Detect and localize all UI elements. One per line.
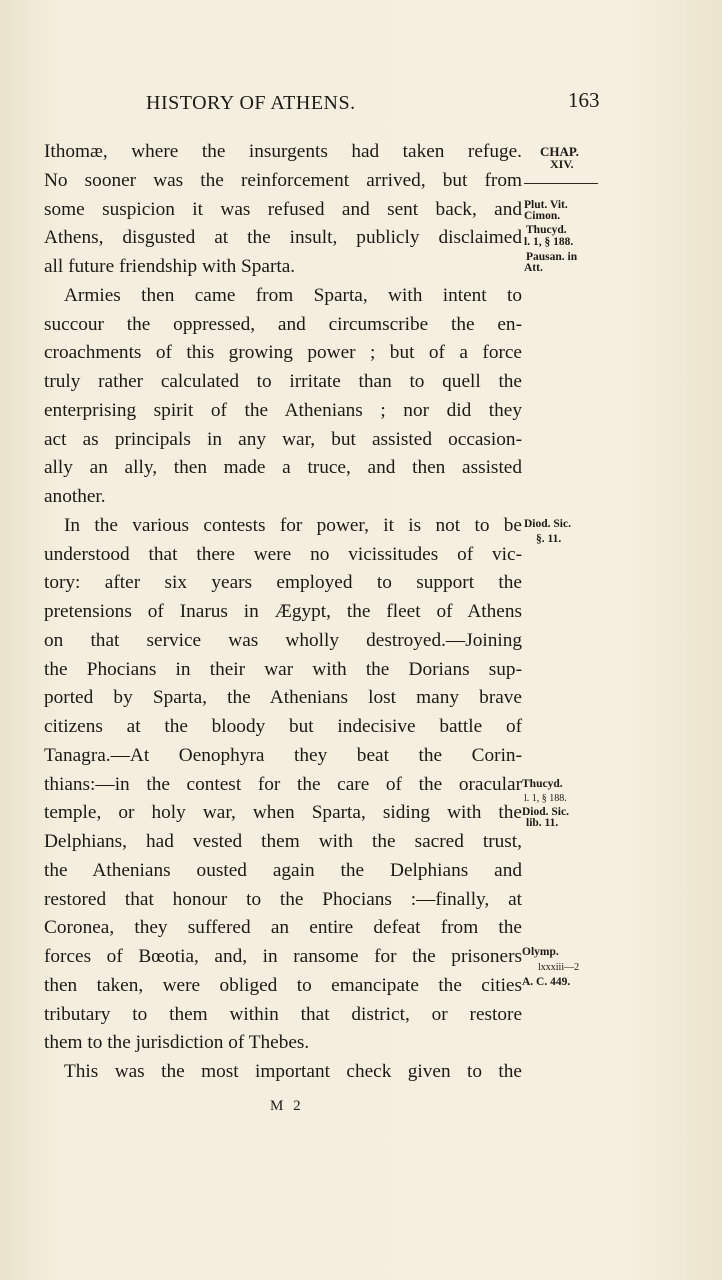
text-line: citizens at the bloody but indecisive battle of [44,716,522,737]
margin-note: Diod. Sic. [524,518,571,530]
margin-note: Pausan. in [526,251,578,263]
margin-note: lib. 11. [526,817,559,829]
margin-note: Cimon. [524,210,561,222]
text-line: them to the jurisdiction of Thebes. [44,1032,310,1054]
text-line: on that service was wholly destroyed.—Joining [44,629,522,651]
margin-note: Olymp. [522,946,559,958]
margin-note: Diod. Sic. [522,806,569,818]
margin-divider [524,183,598,184]
text-line: No sooner was the reinforcement arrived, but from [44,169,522,191]
text-line: pretensions of Inarus in Ægypt, the fleet of Athens [44,601,522,622]
text-line: enterprising spirit of the Athenians ; nor did they [44,399,522,421]
text-line: tory: after six years employed to support the [44,572,522,594]
text-line: truly rather calculated to irritate than to quell the [44,371,522,392]
text-line: thians:—in the contest for the care of the oracular [44,773,522,795]
margin-note: Thucyd. [526,224,567,236]
margin-note: §. 11. [536,533,562,545]
text-line: restored that honour to the Phocians :—finally, at [44,888,522,910]
text-line: croachments of this growing power ; but of a force [44,342,522,364]
text-line: then taken, were obliged to emancipate the cities [44,974,522,996]
text-line: Delphians, had vested them with the sacred trust, [44,831,522,852]
text-line: ported by Sparta, the Athenians lost many brave [44,687,522,709]
text-line: ally an ally, then made a truce, and then assisted [44,457,522,479]
text-line: understood that there were no vicissitudes of vic- [44,543,522,565]
text-line: some suspicion it was refused and sent back, and [44,198,522,220]
margin-note: lxxxiii—2 [538,962,580,973]
page-number: 163 [568,88,600,112]
margin-note: l. 1, § 188. [524,793,567,804]
text-line: tributary to them within that district, or restore [44,1003,522,1025]
signature-mark: M 2 [270,1098,304,1114]
text-line: succour the oppressed, and circumscribe the en- [44,313,522,335]
margin-note-chapter-number: XIV. [550,157,574,171]
text-line: the Athenians ousted again the Delphians and [44,859,522,881]
text-line: In the various contests for power, it is not to be [64,514,522,536]
running-head-title: HISTORY OF ATHENS. [146,92,356,114]
text-line: all future friendship with Sparta. [44,256,296,277]
margin-note: l. 1, § 188. [524,236,574,248]
text-line: forces of Bœotia, and, in ransome for the prisoners [44,946,522,967]
text-line: Armies then came from Sparta, with intent to [64,284,522,306]
text-line: another. [44,486,106,507]
margin-note: Att. [524,262,543,274]
text-line: the Phocians in their war with the Dorians sup- [44,658,522,680]
text-line: act as principals in any war, but assisted occasion- [44,428,522,450]
margin-note: A. C. 449. [522,976,571,988]
body-text [44,138,522,1087]
text-line: temple, or holy war, when Sparta, siding with the [44,802,522,824]
text-line: Ithomæ, where the insurgents had taken refuge. [44,141,522,162]
text-line: Tanagra.—At Oenophyra they beat the Corin- [44,744,522,766]
text-line: This was the most important check given to the [64,1061,522,1082]
margin-note-chapter: CHAP. [540,144,579,159]
text-line: Coronea, they suffered an entire defeat from the [44,917,522,939]
margin-note: Thucyd. [522,778,563,790]
margin-note: Plut. Vit. [524,199,568,211]
text-line: Athens, disgusted at the insult, publicly disclaimed [44,227,522,249]
